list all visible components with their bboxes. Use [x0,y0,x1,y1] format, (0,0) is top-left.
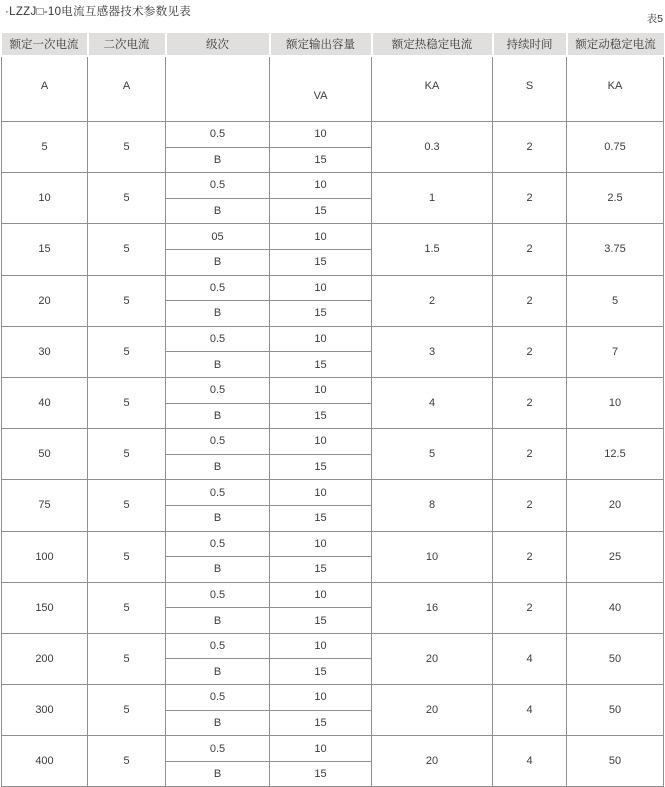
cell-duration: 2 [493,377,567,428]
cell-capacity-top: 10 [270,224,372,250]
cell-thermal-current: 20 [372,685,493,736]
units-row [2,56,664,122]
cell-primary-current: 30 [2,326,88,377]
cell-capacity-top: 10 [270,429,372,455]
table-row [2,377,664,403]
cell-secondary-current: 5 [88,429,166,480]
table-row [2,685,664,711]
column-header-output-capacity: 额定输出容量 [270,33,372,56]
cell-capacity-top: 10 [270,173,372,199]
cell-dynamic-current: 10 [567,377,664,428]
cell-thermal-current: 20 [372,736,493,787]
table-row [2,275,664,301]
cell-dynamic-current: 25 [567,531,664,582]
table-row [2,480,664,506]
unit-secondary-current: A [88,56,166,122]
cell-class-bottom: B [166,710,270,736]
table-row [2,429,664,455]
cell-dynamic-current: 50 [567,685,664,736]
cell-primary-current: 50 [2,429,88,480]
cell-duration: 2 [493,275,567,326]
unit-primary-current: A [2,56,88,122]
cell-dynamic-current: 2.5 [567,173,664,224]
cell-dynamic-current: 40 [567,582,664,633]
cell-class-top: 0.5 [166,736,270,762]
table-row [2,326,664,352]
cell-class-top: 0.5 [166,122,270,148]
cell-primary-current: 5 [2,122,88,173]
cell-secondary-current: 5 [88,685,166,736]
cell-primary-current: 40 [2,377,88,428]
page-title: ·LZZJ□-10电流互感器技术参数见表 [5,6,192,18]
cell-primary-current: 75 [2,480,88,531]
cell-class-bottom: B [166,147,270,173]
cell-duration: 2 [493,326,567,377]
cell-duration: 4 [493,633,567,684]
cell-class-top: 0.5 [166,531,270,557]
cell-duration: 2 [493,531,567,582]
cell-capacity-top: 10 [270,736,372,762]
cell-class-bottom: B [166,301,270,327]
cell-capacity-bottom: 15 [270,659,372,685]
cell-thermal-current: 2 [372,275,493,326]
column-header-dynamic-current: 额定动稳定电流 [567,33,664,56]
cell-class-top: 0.5 [166,326,270,352]
cell-capacity-top: 10 [270,275,372,301]
cell-class-top: 0.5 [166,582,270,608]
cell-secondary-current: 5 [88,531,166,582]
cell-duration: 4 [493,736,567,787]
cell-class-bottom: B [166,198,270,224]
cell-dynamic-current: 0.75 [567,122,664,173]
cell-secondary-current: 5 [88,224,166,275]
column-header-secondary-current: 二次电流 [88,33,166,56]
cell-thermal-current: 5 [372,429,493,480]
cell-dynamic-current: 5 [567,275,664,326]
cell-secondary-current: 5 [88,173,166,224]
cell-secondary-current: 5 [88,480,166,531]
cell-duration: 2 [493,173,567,224]
cell-primary-current: 20 [2,275,88,326]
parameters-table [1,33,664,787]
table-row [2,633,664,659]
cell-class-top: 0.5 [166,685,270,711]
cell-capacity-top: 10 [270,480,372,506]
cell-thermal-current: 10 [372,531,493,582]
cell-primary-current: 150 [2,582,88,633]
table-row [2,224,664,250]
cell-class-bottom: B [166,352,270,378]
cell-capacity-bottom: 15 [270,454,372,480]
cell-class-bottom: B [166,608,270,634]
table-number-label: 表5 [646,13,663,25]
cell-secondary-current: 5 [88,275,166,326]
column-header-class: 级次 [166,33,270,56]
table-row [2,531,664,557]
cell-capacity-bottom: 15 [270,352,372,378]
cell-capacity-bottom: 15 [270,301,372,327]
cell-primary-current: 10 [2,173,88,224]
cell-capacity-top: 10 [270,633,372,659]
unit-dynamic-current: KA [567,56,664,122]
cell-class-top: 0.5 [166,480,270,506]
cell-thermal-current: 8 [372,480,493,531]
cell-class-bottom: B [166,659,270,685]
cell-capacity-top: 10 [270,582,372,608]
cell-capacity-bottom: 15 [270,761,372,787]
cell-secondary-current: 5 [88,122,166,173]
cell-primary-current: 200 [2,633,88,684]
cell-secondary-current: 5 [88,326,166,377]
cell-primary-current: 400 [2,736,88,787]
cell-thermal-current: 1.5 [372,224,493,275]
cell-thermal-current: 4 [372,377,493,428]
cell-secondary-current: 5 [88,582,166,633]
cell-capacity-bottom: 15 [270,198,372,224]
cell-capacity-bottom: 15 [270,505,372,531]
unit-class [166,56,270,122]
cell-capacity-bottom: 15 [270,403,372,429]
cell-thermal-current: 0.3 [372,122,493,173]
cell-thermal-current: 1 [372,173,493,224]
cell-duration: 2 [493,122,567,173]
cell-class-top: 05 [166,224,270,250]
cell-thermal-current: 3 [372,326,493,377]
cell-capacity-top: 10 [270,685,372,711]
cell-class-top: 0.5 [166,377,270,403]
cell-primary-current: 100 [2,531,88,582]
cell-capacity-top: 10 [270,377,372,403]
cell-primary-current: 15 [2,224,88,275]
cell-class-bottom: B [166,403,270,429]
cell-class-bottom: B [166,505,270,531]
cell-class-top: 0.5 [166,429,270,455]
cell-capacity-top: 10 [270,122,372,148]
cell-duration: 2 [493,429,567,480]
unit-duration: S [493,56,567,122]
cell-capacity-bottom: 15 [270,557,372,583]
cell-dynamic-current: 20 [567,480,664,531]
cell-primary-current: 300 [2,685,88,736]
cell-class-bottom: B [166,249,270,275]
table-row [2,173,664,199]
cell-thermal-current: 16 [372,582,493,633]
cell-thermal-current: 20 [372,633,493,684]
cell-duration: 4 [493,685,567,736]
table-body [2,56,664,787]
cell-secondary-current: 5 [88,736,166,787]
cell-dynamic-current: 7 [567,326,664,377]
cell-capacity-bottom: 15 [270,710,372,736]
table-row [2,736,664,762]
cell-duration: 2 [493,480,567,531]
table-row [2,582,664,608]
cell-dynamic-current: 12.5 [567,429,664,480]
cell-capacity-bottom: 15 [270,147,372,173]
cell-secondary-current: 5 [88,633,166,684]
cell-class-bottom: B [166,454,270,480]
cell-dynamic-current: 50 [567,633,664,684]
table-row [2,122,664,148]
column-header-duration: 持续时间 [493,33,567,56]
column-header-primary-current: 额定一次电流 [2,33,88,56]
cell-dynamic-current: 3.75 [567,224,664,275]
cell-secondary-current: 5 [88,377,166,428]
cell-class-top: 0.5 [166,173,270,199]
cell-dynamic-current: 50 [567,736,664,787]
cell-capacity-top: 10 [270,531,372,557]
cell-duration: 2 [493,224,567,275]
column-header-thermal-current: 额定热稳定电流 [372,33,493,56]
unit-thermal-current: KA [372,56,493,122]
cell-class-top: 0.5 [166,633,270,659]
cell-class-bottom: B [166,761,270,787]
header-row [2,33,664,56]
unit-output-capacity: VA [270,56,372,122]
cell-duration: 2 [493,582,567,633]
cell-class-bottom: B [166,557,270,583]
cell-capacity-bottom: 15 [270,608,372,634]
cell-capacity-bottom: 15 [270,249,372,275]
cell-class-top: 0.5 [166,275,270,301]
cell-capacity-top: 10 [270,326,372,352]
